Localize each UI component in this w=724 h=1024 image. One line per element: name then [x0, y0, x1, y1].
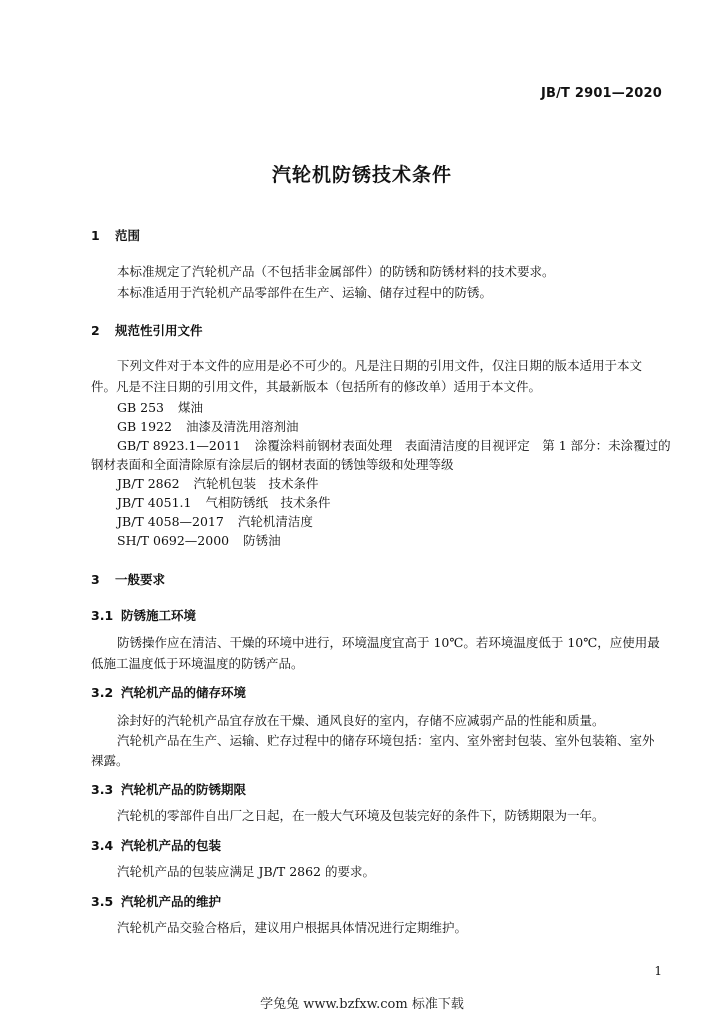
reference-item — [117, 474, 319, 494]
section-number: 1 — [91, 228, 100, 243]
paragraph: 汽轮机产品的包装应满足 JB/T 2862 的要求。 — [117, 864, 375, 879]
reference-name: 油漆及清洗用溶剂油 — [185, 419, 299, 434]
section-title: 汽轮机产品的包装 — [121, 838, 222, 853]
reference-name: 汽轮机包装 技术条件 — [193, 476, 319, 491]
reference-code: GB 1922 — [117, 419, 172, 434]
standard-code: JB/T 2901—2020 — [540, 86, 662, 101]
paragraph-line: 防锈操作应在清洁、干燥的环境中进行，环境温度宜高于 10℃。若环境温度低于 10℃，应使用最 — [117, 635, 660, 650]
reference-code: JB/T 2862 — [117, 476, 180, 491]
section-1-heading — [91, 226, 140, 244]
section-number: 3.5 — [91, 894, 114, 909]
section-number: 3.2 — [91, 685, 114, 700]
subsection-3-4-heading — [91, 836, 221, 854]
section-title: 汽轮机产品的维护 — [121, 894, 222, 909]
reference-code: GB/T 8923.1—2011 — [117, 438, 241, 453]
paragraph: 汽轮机的零部件自出厂之日起，在一般大气环境及包装完好的条件下，防锈期限为一年。 — [117, 808, 605, 823]
subsection-3-5-heading — [91, 892, 221, 910]
section-title: 一般要求 — [115, 572, 166, 587]
section-number: 3.1 — [91, 608, 114, 623]
footer-watermark: 学兔兔 www.bzfxw.com 标准下载 — [260, 997, 464, 1012]
paragraph-line: 汽轮机产品在生产、运输、贮存过程中的储存环境包括：室内、室外密封包装、室外包装箱、室外 — [117, 733, 655, 748]
reference-name: 防锈油 — [243, 533, 281, 548]
paragraph: 本标准适用于汽轮机产品零部件在生产、运输、储存过程中的防锈。 — [117, 285, 493, 300]
section-3-heading — [91, 570, 165, 588]
subsection-3-2-heading — [91, 683, 246, 701]
paragraph-line: 裸露。 — [91, 753, 129, 768]
subsection-3-1-heading — [91, 606, 196, 624]
reference-item — [117, 436, 671, 456]
reference-code: GB 253 — [117, 400, 165, 415]
reference-item — [117, 417, 298, 437]
paragraph: 汽轮机产品交验合格后，建议用户根据具体情况进行定期维护。 — [117, 920, 468, 935]
reference-code: SH/T 0692—2000 — [117, 533, 230, 548]
section-title: 汽轮机产品的储存环境 — [121, 685, 247, 700]
section-title: 防锈施工环境 — [121, 608, 197, 623]
section-title: 规范性引用文件 — [115, 323, 203, 338]
section-number: 3.3 — [91, 782, 114, 797]
section-number: 3.4 — [91, 838, 114, 853]
reference-code: JB/T 4051.1 — [117, 495, 192, 510]
reference-item — [117, 531, 281, 551]
reference-item — [117, 398, 203, 418]
reference-code: JB/T 4058—2017 — [117, 514, 224, 529]
paragraph-line: 低施工温度低于环境温度的防锈产品。 — [91, 656, 304, 671]
paragraph: 涂封好的汽轮机产品宜存放在干燥、通风良好的室内，存储不应减弱产品的性能和质量。 — [117, 713, 605, 728]
subsection-3-3-heading — [91, 780, 246, 798]
reference-name: 汽轮机清洁度 — [237, 514, 313, 529]
document-title: 汽轮机防锈技术条件 — [271, 164, 452, 186]
section-title: 范围 — [115, 228, 141, 243]
page-number: 1 — [654, 964, 662, 978]
section-number: 3 — [91, 572, 100, 587]
reference-item — [117, 493, 330, 513]
section-number: 2 — [91, 323, 100, 338]
paragraph: 本标准规定了汽轮机产品（不包括非金属部件）的防锈和防锈材料的技术要求。 — [117, 264, 555, 279]
paragraph-line: 件。凡是不注日期的引用文件，其最新版本（包括所有的修改单）适用于本文件。 — [91, 379, 542, 394]
section-2-heading — [91, 321, 203, 339]
reference-name: 涂覆涂料前钢材表面处理 表面清洁度的目视评定 第 1 部分：未涂覆过的 — [254, 438, 671, 453]
paragraph-line: 下列文件对于本文件的应用是必不可少的。凡是注日期的引用文件，仅注日期的版本适用于本文 — [117, 358, 643, 373]
reference-item-continuation: 钢材表面和全面清除原有涂层后的钢材表面的锈蚀等级和处理等级 — [91, 457, 454, 472]
reference-item — [117, 512, 313, 532]
section-title: 汽轮机产品的防锈期限 — [121, 782, 247, 797]
reference-name: 煤油 — [178, 400, 204, 415]
reference-name: 气相防锈纸 技术条件 — [205, 495, 331, 510]
